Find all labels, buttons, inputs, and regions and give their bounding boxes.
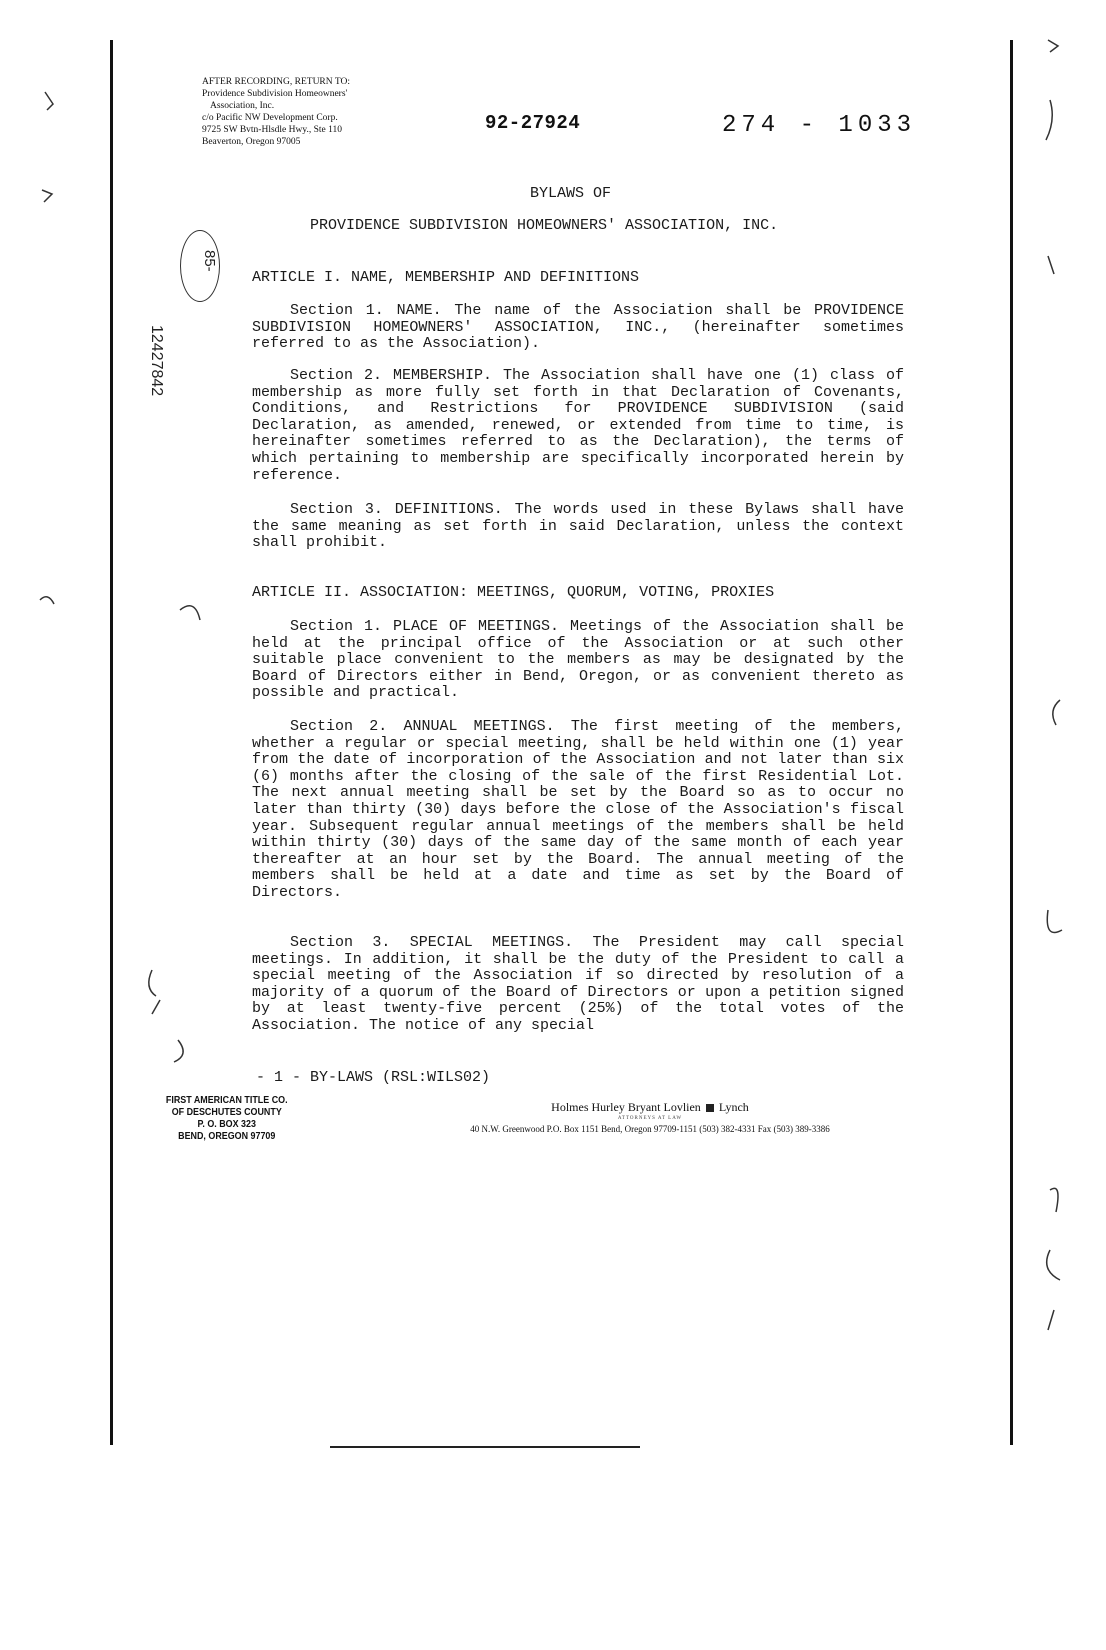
article-2-section-2: Section 2. ANNUAL MEETINGS. The first meeting of the members, whether a regular or special meeting, shall be held within one (1) year from the date of incorporation of the Association and not later than six (6) months after the closing of the sale of the first Residential Lot. The next annual meeting shall be set by the Board so as to occur no later than thirty (30) days before the close of the Association's fiscal year. Subsequent regular annual meetings of the members shall be held within thirty (30) days of the same day of the same month of each year thereafter at an hour set by the Board. The annual meeting of the members shall be held at a date and time as set by the Board of Directors. <box>252 718 904 901</box>
volume-page-number: 274 - 1033 <box>722 112 917 139</box>
article-1-section-2: Section 2. MEMBERSHIP. The Association shall have one (1) class of membership as more fully set forth in that Declaration of Covenants, Conditions, and Restrictions for PROVIDENCE SUBDIVISION (said Declaration, as amended, renewed, or extended from time to time, is hereinafter sometimes referred to as the Declaration), the terms of which pertaining to membership are specifically incorporated herein by reference. <box>252 367 904 484</box>
document-number: 92-27924 <box>485 112 581 134</box>
firm-name-left: Holmes Hurley Bryant Lovlien <box>551 1100 701 1114</box>
return-address-block <box>202 76 442 148</box>
return-line-6: Beaverton, Oregon 97005 <box>202 137 301 147</box>
article-1-heading: ARTICLE I. NAME, MEMBERSHIP AND DEFINITIONS <box>252 269 640 286</box>
stamp-line-2: OF DESCHUTES COUNTY <box>171 1106 282 1118</box>
article-1-section-1: Section 1. NAME. The name of the Association shall be PROVIDENCE SUBDIVISION HOMEOWNERS' ASSOCIATION, INC., (hereinafter sometimes referred to as the Association). <box>252 302 904 353</box>
document-subtitle: PROVIDENCE SUBDIVISION HOMEOWNERS' ASSOCIATION, INC. <box>310 217 779 234</box>
stamp-line-4: BEND, OREGON 97709 <box>178 1130 276 1142</box>
firm-name-right: Lynch <box>718 1100 749 1114</box>
return-line-1: AFTER RECORDING, RETURN TO: <box>202 77 350 87</box>
article-2-section-1: Section 1. PLACE OF MEETINGS. Meetings of the Association shall be held at the principal office of the Association or at such other suitable place convenient to the members as may be designated by the Board of Directors either in Bend, Oregon, or as convenient thereto as possible and practical. <box>252 618 904 702</box>
stamp-line-3: P. O. BOX 323 <box>197 1118 256 1130</box>
handwritten-side-note: 12427842 <box>148 325 165 397</box>
firm-subtitle: ATTORNEYS AT LAW <box>617 1116 683 1121</box>
law-firm-letterhead <box>380 1100 920 1134</box>
page-footer: - 1 - BY-LAWS (RSL:WILS02) <box>256 1069 491 1086</box>
left-border-line <box>110 40 113 1445</box>
article-1-section-3: Section 3. DEFINITIONS. The words used in these Bylaws shall have the same meaning as set forth in said Declaration, unless the context shall prohibit. <box>252 501 904 552</box>
document-title: BYLAWS OF <box>530 185 612 202</box>
firm-logo-icon <box>706 1104 714 1112</box>
article-2-section-3: Section 3. SPECIAL MEETINGS. The President may call special meetings. In addition, it shall be the duty of the President to call a special meeting of the Association if so directed by resolution of a majority of a quorum of the Board of Directors or upon a petition signed by at least twenty-five percent (25%) of the total votes of the Association. The notice of any special <box>252 934 904 1034</box>
return-line-4: c/o Pacific NW Development Corp. <box>202 113 338 123</box>
law-firm-name <box>380 1100 920 1115</box>
firm-address: 40 N.W. Greenwood P.O. Box 1151 Bend, Oregon 97709-1151 (503) 382-4331 Fax (503) 389-3386 <box>470 1124 830 1134</box>
bottom-scan-line <box>330 1446 640 1448</box>
title-company-stamp <box>163 1094 291 1142</box>
circled-note-text: 85- <box>201 250 218 272</box>
return-line-2: Providence Subdivision Homeowners' <box>202 89 348 99</box>
stamp-line-1: FIRST AMERICAN TITLE CO. <box>165 1094 288 1106</box>
return-line-5: 9725 SW Bvtn-Hlsdle Hwy., Ste 110 <box>202 125 343 135</box>
return-line-3: Association, Inc. <box>210 101 275 111</box>
article-2-heading: ARTICLE II. ASSOCIATION: MEETINGS, QUORUM, VOTING, PROXIES <box>252 584 775 601</box>
right-border-line <box>1010 40 1013 1445</box>
